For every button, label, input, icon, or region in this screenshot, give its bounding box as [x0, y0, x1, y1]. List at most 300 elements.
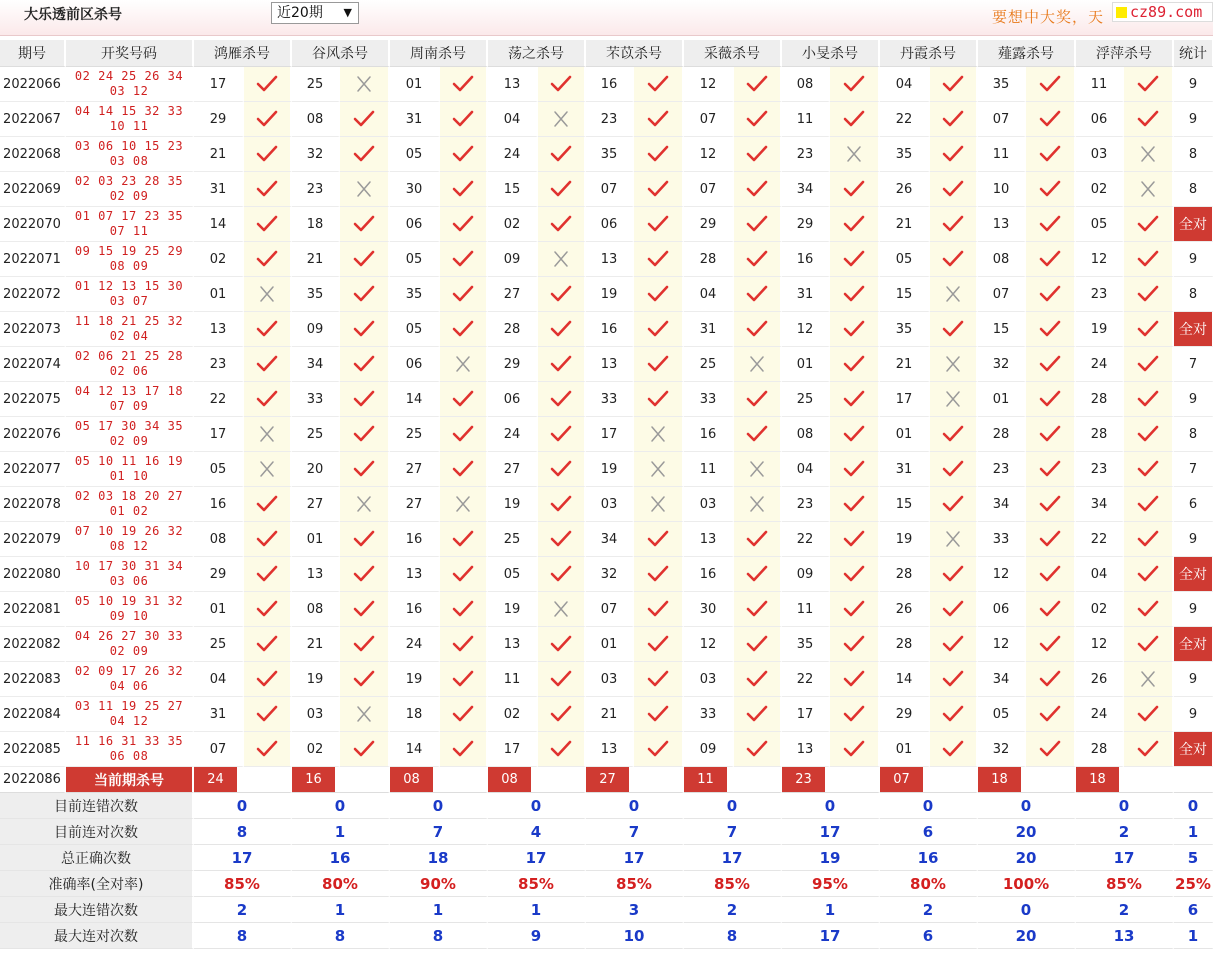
kill-number: 09 — [488, 242, 538, 277]
issue-number: 2022066 — [0, 67, 66, 102]
current-kill-cell — [586, 767, 684, 793]
summary-value: 0 — [1174, 793, 1213, 819]
check-icon — [550, 215, 572, 233]
check-icon — [942, 180, 964, 198]
kill-number: 05 — [390, 312, 440, 347]
back-numbers: 01 02 — [109, 504, 149, 518]
summary-value: 6 — [880, 923, 978, 949]
result-mark — [930, 312, 978, 347]
draw-numbers — [66, 697, 194, 732]
kill-number: 16 — [586, 67, 634, 102]
summary-value: 6 — [1174, 897, 1213, 923]
result-mark — [244, 522, 292, 557]
check-icon — [452, 180, 474, 198]
kill-number: 17 — [782, 697, 830, 732]
result-mark — [734, 557, 782, 592]
front-numbers: 02 24 25 26 34 — [74, 69, 184, 83]
kill-number: 34 — [586, 522, 634, 557]
result-mark — [830, 487, 880, 522]
issue-number: 2022078 — [0, 487, 66, 522]
kill-number: 14 — [194, 207, 244, 242]
check-icon — [452, 145, 474, 163]
issue-number: 2022068 — [0, 137, 66, 172]
cross-icon — [256, 425, 278, 443]
row-stat: 9 — [1174, 67, 1213, 102]
summary-value: 17 — [782, 819, 880, 845]
check-icon — [550, 530, 572, 548]
result-mark — [340, 697, 390, 732]
cross-icon — [942, 355, 964, 373]
check-icon — [550, 705, 572, 723]
result-mark — [830, 417, 880, 452]
front-numbers: 10 17 30 31 34 — [74, 559, 184, 573]
summary-value: 100% — [978, 871, 1076, 897]
check-icon — [746, 425, 768, 443]
kill-number: 08 — [292, 102, 340, 137]
result-mark — [1124, 417, 1174, 452]
row-stat: 9 — [1174, 522, 1213, 557]
kill-number: 05 — [390, 242, 440, 277]
check-icon — [746, 670, 768, 688]
kill-number: 04 — [488, 102, 538, 137]
check-icon — [843, 320, 865, 338]
kill-number: 08 — [194, 522, 244, 557]
cross-icon — [452, 495, 474, 513]
check-icon — [942, 705, 964, 723]
check-icon — [1137, 215, 1159, 233]
kill-number: 02 — [292, 732, 340, 767]
back-numbers: 02 09 — [109, 644, 149, 658]
kill-number: 19 — [292, 662, 340, 697]
result-mark — [244, 417, 292, 452]
result-mark — [340, 172, 390, 207]
result-mark — [634, 67, 684, 102]
check-icon — [1039, 320, 1061, 338]
kill-number: 35 — [390, 277, 440, 312]
check-icon — [550, 670, 572, 688]
logo-square-icon — [1116, 7, 1127, 18]
draw-numbers — [66, 137, 194, 172]
kill-number: 35 — [880, 137, 930, 172]
issue-number: 2022079 — [0, 522, 66, 557]
table-row — [0, 312, 1213, 347]
result-mark — [634, 102, 684, 137]
kill-number: 34 — [978, 487, 1026, 522]
result-mark — [440, 102, 488, 137]
back-numbers: 06 08 — [109, 749, 149, 763]
summary-value: 8 — [292, 923, 390, 949]
kill-number: 11 — [782, 102, 830, 137]
kill-number: 19 — [488, 487, 538, 522]
check-icon — [746, 285, 768, 303]
site-logo[interactable] — [1112, 2, 1213, 22]
result-mark — [930, 662, 978, 697]
kill-number: 29 — [194, 557, 244, 592]
summary-value: 25% — [1174, 871, 1213, 897]
check-icon — [1039, 670, 1061, 688]
draw-numbers — [66, 172, 194, 207]
result-mark — [930, 347, 978, 382]
kill-number: 01 — [880, 732, 930, 767]
result-mark — [1124, 137, 1174, 172]
kill-number: 32 — [586, 557, 634, 592]
check-icon — [1039, 495, 1061, 513]
check-icon — [452, 320, 474, 338]
cross-icon — [746, 460, 768, 478]
result-mark — [830, 382, 880, 417]
result-mark — [538, 697, 586, 732]
kill-number: 06 — [586, 207, 634, 242]
result-mark — [634, 312, 684, 347]
kill-number: 07 — [194, 732, 244, 767]
result-mark — [930, 452, 978, 487]
check-icon — [843, 600, 865, 618]
check-icon — [550, 495, 572, 513]
check-icon — [1137, 495, 1159, 513]
kill-number: 23 — [1076, 277, 1124, 312]
kill-number: 14 — [390, 732, 440, 767]
front-numbers: 05 10 11 16 19 — [74, 454, 184, 468]
kill-number: 35 — [782, 627, 830, 662]
back-numbers: 01 10 — [109, 469, 149, 483]
kill-number: 08 — [782, 67, 830, 102]
kill-number: 31 — [194, 172, 244, 207]
summary-value: 8 — [390, 923, 488, 949]
summary-row — [0, 897, 1213, 923]
result-mark — [244, 347, 292, 382]
issue-number: 2022075 — [0, 382, 66, 417]
back-numbers: 04 12 — [109, 714, 149, 728]
kill-number: 17 — [194, 417, 244, 452]
back-numbers: 08 09 — [109, 259, 149, 273]
summary-value: 20 — [978, 845, 1076, 871]
result-mark — [1124, 242, 1174, 277]
cross-icon — [353, 180, 375, 198]
kill-number-table — [0, 40, 1213, 949]
kill-number: 26 — [1076, 662, 1124, 697]
kill-number: 06 — [1076, 102, 1124, 137]
column-header: 芣苡杀号 — [586, 40, 684, 67]
result-mark — [340, 207, 390, 242]
kill-number: 16 — [782, 242, 830, 277]
kill-number: 19 — [390, 662, 440, 697]
kill-number: 31 — [390, 102, 440, 137]
check-icon — [452, 740, 474, 758]
result-mark — [1026, 67, 1076, 102]
summary-value: 17 — [586, 845, 684, 871]
cross-icon — [550, 110, 572, 128]
top-bar — [0, 0, 1213, 36]
front-numbers: 11 18 21 25 32 — [74, 314, 184, 328]
kill-number: 02 — [488, 207, 538, 242]
check-icon — [256, 670, 278, 688]
result-mark — [830, 557, 880, 592]
result-mark — [340, 417, 390, 452]
kill-number: 25 — [390, 417, 440, 452]
check-icon — [942, 145, 964, 163]
result-mark — [538, 417, 586, 452]
check-icon — [843, 250, 865, 268]
cross-icon — [550, 250, 572, 268]
result-mark — [830, 522, 880, 557]
result-mark — [734, 277, 782, 312]
kill-number: 03 — [1076, 137, 1124, 172]
kill-number: 09 — [292, 312, 340, 347]
cross-icon — [550, 600, 572, 618]
result-mark — [830, 697, 880, 732]
current-kill-cell — [488, 767, 586, 793]
check-icon — [550, 320, 572, 338]
result-mark — [1026, 277, 1076, 312]
check-icon — [550, 565, 572, 583]
check-icon — [1039, 530, 1061, 548]
kill-number: 01 — [292, 522, 340, 557]
current-period-row — [0, 767, 1213, 793]
current-kill-cell — [390, 767, 488, 793]
cross-icon — [256, 460, 278, 478]
summary-row — [0, 793, 1213, 819]
kill-number: 05 — [978, 697, 1026, 732]
check-icon — [1039, 355, 1061, 373]
result-mark — [734, 137, 782, 172]
kill-number: 27 — [390, 452, 440, 487]
result-mark — [734, 627, 782, 662]
check-icon — [256, 145, 278, 163]
summary-value: 17 — [194, 845, 292, 871]
current-kill-cell — [782, 767, 880, 793]
summary-value: 8 — [194, 923, 292, 949]
kill-number: 35 — [292, 277, 340, 312]
check-icon — [1039, 600, 1061, 618]
check-icon — [942, 110, 964, 128]
check-icon — [256, 705, 278, 723]
issue-number: 2022070 — [0, 207, 66, 242]
result-mark — [340, 627, 390, 662]
kill-number: 22 — [1076, 522, 1124, 557]
result-mark — [634, 732, 684, 767]
result-mark — [1026, 627, 1076, 662]
kill-number: 33 — [684, 697, 734, 732]
draw-numbers — [66, 732, 194, 767]
result-mark — [340, 277, 390, 312]
result-mark — [440, 592, 488, 627]
result-mark — [1124, 452, 1174, 487]
cross-icon — [647, 495, 669, 513]
table-row — [0, 592, 1213, 627]
check-icon — [550, 740, 572, 758]
check-icon — [452, 425, 474, 443]
summary-label: 最大连对次数 — [0, 923, 194, 949]
issue-number: 2022081 — [0, 592, 66, 627]
summary-label: 总正确次数 — [0, 845, 194, 871]
check-icon — [550, 635, 572, 653]
result-mark — [930, 67, 978, 102]
result-mark — [340, 102, 390, 137]
result-mark — [244, 732, 292, 767]
result-mark — [634, 697, 684, 732]
summary-value: 0 — [978, 793, 1076, 819]
check-icon — [647, 705, 669, 723]
summary-value: 85% — [684, 871, 782, 897]
summary-value: 1 — [1174, 923, 1213, 949]
issue-number: 2022077 — [0, 452, 66, 487]
check-icon — [1039, 565, 1061, 583]
current-kill-badge: 18 — [1076, 767, 1119, 792]
result-mark — [734, 592, 782, 627]
kill-number: 23 — [292, 172, 340, 207]
summary-value: 13 — [1076, 923, 1174, 949]
promo-text[interactable]: 要想中大奖，天 — [992, 8, 1105, 26]
back-numbers: 03 08 — [109, 154, 149, 168]
result-mark — [634, 347, 684, 382]
kill-number: 25 — [782, 382, 830, 417]
summary-value: 6 — [880, 819, 978, 845]
cross-icon — [1137, 670, 1159, 688]
result-mark — [734, 487, 782, 522]
issue-number: 2022071 — [0, 242, 66, 277]
check-icon — [942, 215, 964, 233]
back-numbers: 07 09 — [109, 399, 149, 413]
check-icon — [1039, 390, 1061, 408]
kill-number: 35 — [978, 67, 1026, 102]
column-header: 小旻杀号 — [782, 40, 880, 67]
check-icon — [1039, 460, 1061, 478]
current-kill-badge: 23 — [782, 767, 825, 792]
result-mark — [1124, 207, 1174, 242]
kill-number: 12 — [782, 312, 830, 347]
result-mark — [1026, 662, 1076, 697]
kill-number: 27 — [488, 277, 538, 312]
kill-number: 22 — [782, 662, 830, 697]
result-mark — [1124, 662, 1174, 697]
check-icon — [452, 460, 474, 478]
result-mark — [930, 697, 978, 732]
summary-value: 85% — [488, 871, 586, 897]
kill-number: 07 — [586, 592, 634, 627]
result-mark — [930, 172, 978, 207]
kill-number: 28 — [684, 242, 734, 277]
result-mark — [830, 137, 880, 172]
kill-number: 33 — [684, 382, 734, 417]
table-row — [0, 522, 1213, 557]
kill-number: 16 — [390, 592, 440, 627]
cross-icon — [353, 495, 375, 513]
check-icon — [647, 600, 669, 618]
kill-number: 12 — [684, 67, 734, 102]
kill-number: 35 — [586, 137, 634, 172]
current-kill-badge: 27 — [586, 767, 629, 792]
result-mark — [244, 137, 292, 172]
kill-number: 13 — [292, 557, 340, 592]
check-icon — [452, 75, 474, 93]
front-numbers: 02 03 23 28 35 — [74, 174, 184, 188]
table-row — [0, 452, 1213, 487]
front-numbers: 05 10 19 31 32 — [74, 594, 184, 608]
result-mark — [440, 277, 488, 312]
kill-number: 09 — [782, 557, 830, 592]
kill-number: 15 — [978, 312, 1026, 347]
result-mark — [634, 417, 684, 452]
result-mark — [930, 557, 978, 592]
column-header: 周南杀号 — [390, 40, 488, 67]
check-icon — [452, 635, 474, 653]
check-icon — [256, 565, 278, 583]
result-mark — [538, 67, 586, 102]
check-icon — [550, 145, 572, 163]
issue-number: 2022083 — [0, 662, 66, 697]
summary-value: 0 — [488, 793, 586, 819]
check-icon — [1137, 355, 1159, 373]
check-icon — [843, 285, 865, 303]
kill-number: 05 — [880, 242, 930, 277]
check-icon — [256, 215, 278, 233]
chevron-down-icon: ▼ — [343, 6, 352, 19]
check-icon — [647, 565, 669, 583]
kill-number: 07 — [978, 277, 1026, 312]
kill-number: 16 — [684, 557, 734, 592]
kill-number: 06 — [488, 382, 538, 417]
kill-number: 23 — [1076, 452, 1124, 487]
check-icon — [1039, 285, 1061, 303]
summary-value: 1 — [1174, 819, 1213, 845]
table-row — [0, 347, 1213, 382]
summary-value: 20 — [978, 923, 1076, 949]
result-mark — [830, 102, 880, 137]
result-mark — [244, 557, 292, 592]
summary-value: 0 — [880, 793, 978, 819]
period-select[interactable] — [271, 2, 359, 24]
kill-number: 29 — [880, 697, 930, 732]
kill-number: 31 — [684, 312, 734, 347]
result-mark — [538, 312, 586, 347]
result-mark — [538, 732, 586, 767]
check-icon — [1039, 215, 1061, 233]
kill-number: 09 — [684, 732, 734, 767]
column-header: 薤露杀号 — [978, 40, 1076, 67]
header-row — [0, 40, 1213, 67]
front-numbers: 09 15 19 25 29 — [74, 244, 184, 258]
result-mark — [1026, 137, 1076, 172]
kill-number: 08 — [978, 242, 1026, 277]
column-header: 丹霞杀号 — [880, 40, 978, 67]
check-icon — [353, 530, 375, 548]
row-stat: 全对 — [1174, 207, 1213, 242]
cross-icon — [843, 145, 865, 163]
check-icon — [647, 215, 669, 233]
result-mark — [440, 67, 488, 102]
kill-number: 12 — [1076, 242, 1124, 277]
check-icon — [550, 390, 572, 408]
result-mark — [340, 557, 390, 592]
row-stat: 8 — [1174, 137, 1213, 172]
result-mark — [440, 732, 488, 767]
result-mark — [734, 102, 782, 137]
kill-number: 28 — [1076, 417, 1124, 452]
check-icon — [942, 565, 964, 583]
check-icon — [942, 460, 964, 478]
kill-number: 13 — [488, 627, 538, 662]
current-kill-badge: 08 — [390, 767, 433, 792]
cross-icon — [647, 460, 669, 478]
kill-number: 19 — [880, 522, 930, 557]
draw-numbers — [66, 67, 194, 102]
check-icon — [452, 705, 474, 723]
result-mark — [1124, 732, 1174, 767]
result-mark — [538, 207, 586, 242]
summary-label: 目前连错次数 — [0, 793, 194, 819]
result-mark — [930, 522, 978, 557]
check-icon — [1137, 425, 1159, 443]
